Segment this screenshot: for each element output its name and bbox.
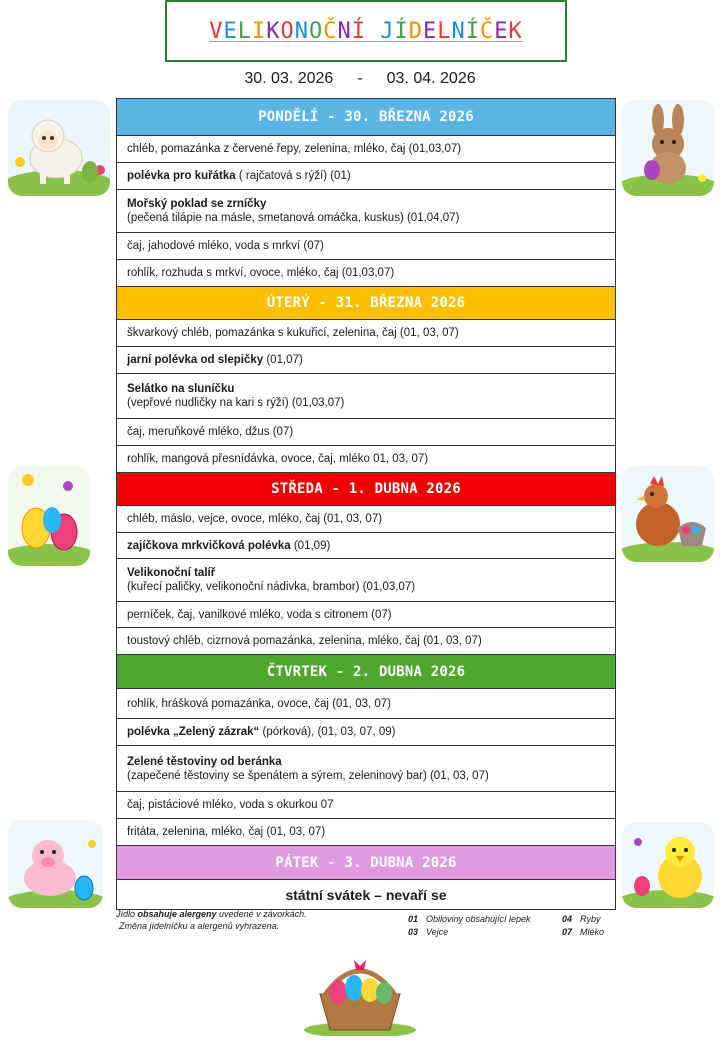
thursday-main-name: Zelené těstoviny od beránka	[127, 755, 282, 768]
date-range	[0, 70, 720, 88]
allergen-label: Vejce	[426, 927, 449, 937]
allergen-code: 04	[562, 914, 573, 924]
thursday-soup-name: polévka „Zelený zázrak“	[127, 726, 260, 738]
thursday-soup-detail: (pórková), (01, 03, 07, 09)	[259, 726, 396, 738]
tuesday-breakfast: škvarkový chléb, pomazánka s kukuřicí, zelenina, čaj (01, 03, 07)	[117, 320, 616, 347]
monday-soup-name: polévka pro kuřátka	[127, 170, 236, 182]
allergen-label: Mléko	[580, 927, 605, 937]
wednesday-main	[117, 559, 616, 602]
monday-dinner: rohlík, rozhuda s mrkví, ovoce, mléko, čaj (01,03,07)	[117, 260, 616, 287]
tuesday-soup	[117, 347, 616, 374]
allergen-code: 01	[408, 914, 419, 924]
bunny-picture	[622, 100, 714, 196]
wednesday-breakfast: chléb, máslo, vejce, ovoce, mléko, čaj (01, 03, 07)	[117, 506, 616, 533]
title-letter: E	[223, 18, 238, 44]
chick-picture	[622, 822, 714, 908]
date-from: 30. 03. 2026	[244, 70, 334, 87]
title-letter: D	[408, 18, 423, 44]
allergen-label: Ryby	[580, 914, 601, 924]
thursday-main-desc: (zapečené těstoviny se špenátem a sýrem, zeleninový bar) (01, 03, 07)	[127, 769, 489, 782]
allergen-code: 03	[408, 927, 419, 937]
monday-main	[117, 190, 616, 233]
allergen-code: 07	[562, 927, 573, 937]
wednesday-dinner: toustový chléb, cizrnová pomazánka, zelenina, mléko, čaj (01, 03, 07)	[117, 628, 616, 655]
thursday-dinner: fritáta, zelenina, mléko, čaj (01, 03, 07)	[117, 819, 616, 846]
title-letter: I	[252, 18, 267, 44]
date-to: 03. 04. 2026	[386, 70, 476, 87]
title-letter: V	[209, 18, 224, 44]
day-header-tuesday: ÚTERÝ - 31. BŘEZNA 2026	[117, 287, 616, 320]
tuesday-main-name: Selátko na sluníčku	[127, 383, 235, 395]
title-letter: E	[494, 18, 509, 44]
monday-breakfast: chléb, pomazánka z červené řepy, zelenina, mléko, čaj (01,03,07)	[117, 136, 616, 163]
day-header-friday: PÁTEK - 3. DUBNA 2026	[117, 846, 616, 880]
tuesday-main	[117, 374, 616, 419]
monday-snack: čaj, jahodové mléko, voda s mrkví (07)	[117, 233, 616, 260]
allergen-legend	[408, 913, 604, 939]
title-letter: N	[294, 18, 309, 44]
menu-title	[209, 19, 523, 44]
egg-basket-picture	[298, 946, 422, 1036]
day-header-wednesday: STŘEDA - 1. DUBNA 2026	[117, 473, 616, 506]
title-letter	[366, 19, 380, 44]
tuesday-soup-name: jarní polévka od slepičky	[127, 354, 264, 366]
piglet-picture	[8, 820, 103, 908]
title-letter: Č	[480, 18, 495, 44]
wednesday-soup-detail: (01,09)	[290, 539, 331, 552]
wednesday-soup-name: zajíčkova mrkvičková polévka	[127, 539, 291, 552]
thursday-main	[117, 746, 616, 792]
tuesday-dinner: rohlík, mangová přesnídávka, ovoce, čaj, mléko 01, 03, 07)	[117, 446, 616, 473]
date-separator: -	[357, 70, 363, 87]
tuesday-snack: čaj, meruňkové mléko, džus (07)	[117, 419, 616, 446]
title-letter: E	[423, 18, 438, 44]
monday-soup-detail: ( rajčatová s rýží) (01)	[235, 170, 351, 182]
title-letter: L	[237, 18, 252, 44]
title-letter: Í	[394, 18, 409, 44]
note-prefix: Jídlo	[116, 909, 138, 919]
title-letter: K	[508, 18, 523, 44]
menu-title-box	[165, 0, 567, 62]
title-letter: K	[266, 18, 281, 44]
title-letter: N	[451, 18, 466, 44]
monday-soup	[117, 163, 616, 190]
wednesday-main-desc: (kuřecí paličky, velikonoční nádivka, brambor) (01,03,07)	[127, 581, 416, 593]
note-change-reserved: Změna jídelníčku a alergenů vyhrazena.	[119, 921, 280, 931]
title-letter: Í	[465, 18, 480, 44]
menu-table	[116, 98, 616, 910]
allergen-note	[116, 908, 336, 932]
title-letter: N	[337, 18, 352, 44]
hen-picture	[622, 466, 714, 562]
title-letter: Č	[323, 18, 338, 44]
thursday-soup	[117, 719, 616, 746]
monday-main-desc: (pečená tilápie na másle, smetanová omáčka, kuskus) (01,04,07)	[127, 212, 460, 224]
monday-main-name: Mořský poklad se zrníčky	[127, 198, 267, 210]
allergen-label: Obiloviny obsahující lepek	[426, 914, 531, 924]
title-letter: O	[309, 18, 324, 44]
title-letter: L	[437, 18, 452, 44]
thursday-snack: čaj, pistáciové mléko, voda s okurkou 07	[117, 792, 616, 819]
thursday-breakfast: rohlík, hrášková pomazánka, ovoce, čaj (01, 03, 07)	[117, 689, 616, 719]
day-header-monday: PONDĚLÍ - 30. BŘEZNA 2026	[117, 99, 616, 136]
note-suffix: uvedené v závorkách.	[216, 909, 307, 919]
tuesday-main-desc: (vepřové nudličky na kari s rýží) (01,03,07)	[127, 397, 345, 409]
easter-eggs-picture	[8, 466, 90, 566]
day-header-thursday: ČTVRTEK - 2. DUBNA 2026	[117, 655, 616, 689]
wednesday-main-name: Velikonoční talíř	[127, 567, 216, 579]
title-letter: Í	[351, 18, 366, 44]
wednesday-soup	[117, 533, 616, 559]
note-bold: obsahuje alergeny	[137, 909, 217, 919]
lamb-picture	[8, 100, 110, 196]
title-letter: O	[280, 18, 295, 44]
title-letter: J	[380, 18, 395, 44]
wednesday-snack: perníček, čaj, vanilkové mléko, voda s citronem (07)	[117, 602, 616, 628]
friday-holiday-note: státní svátek – nevaří se	[117, 880, 616, 910]
tuesday-soup-detail: (01,07)	[263, 354, 303, 366]
